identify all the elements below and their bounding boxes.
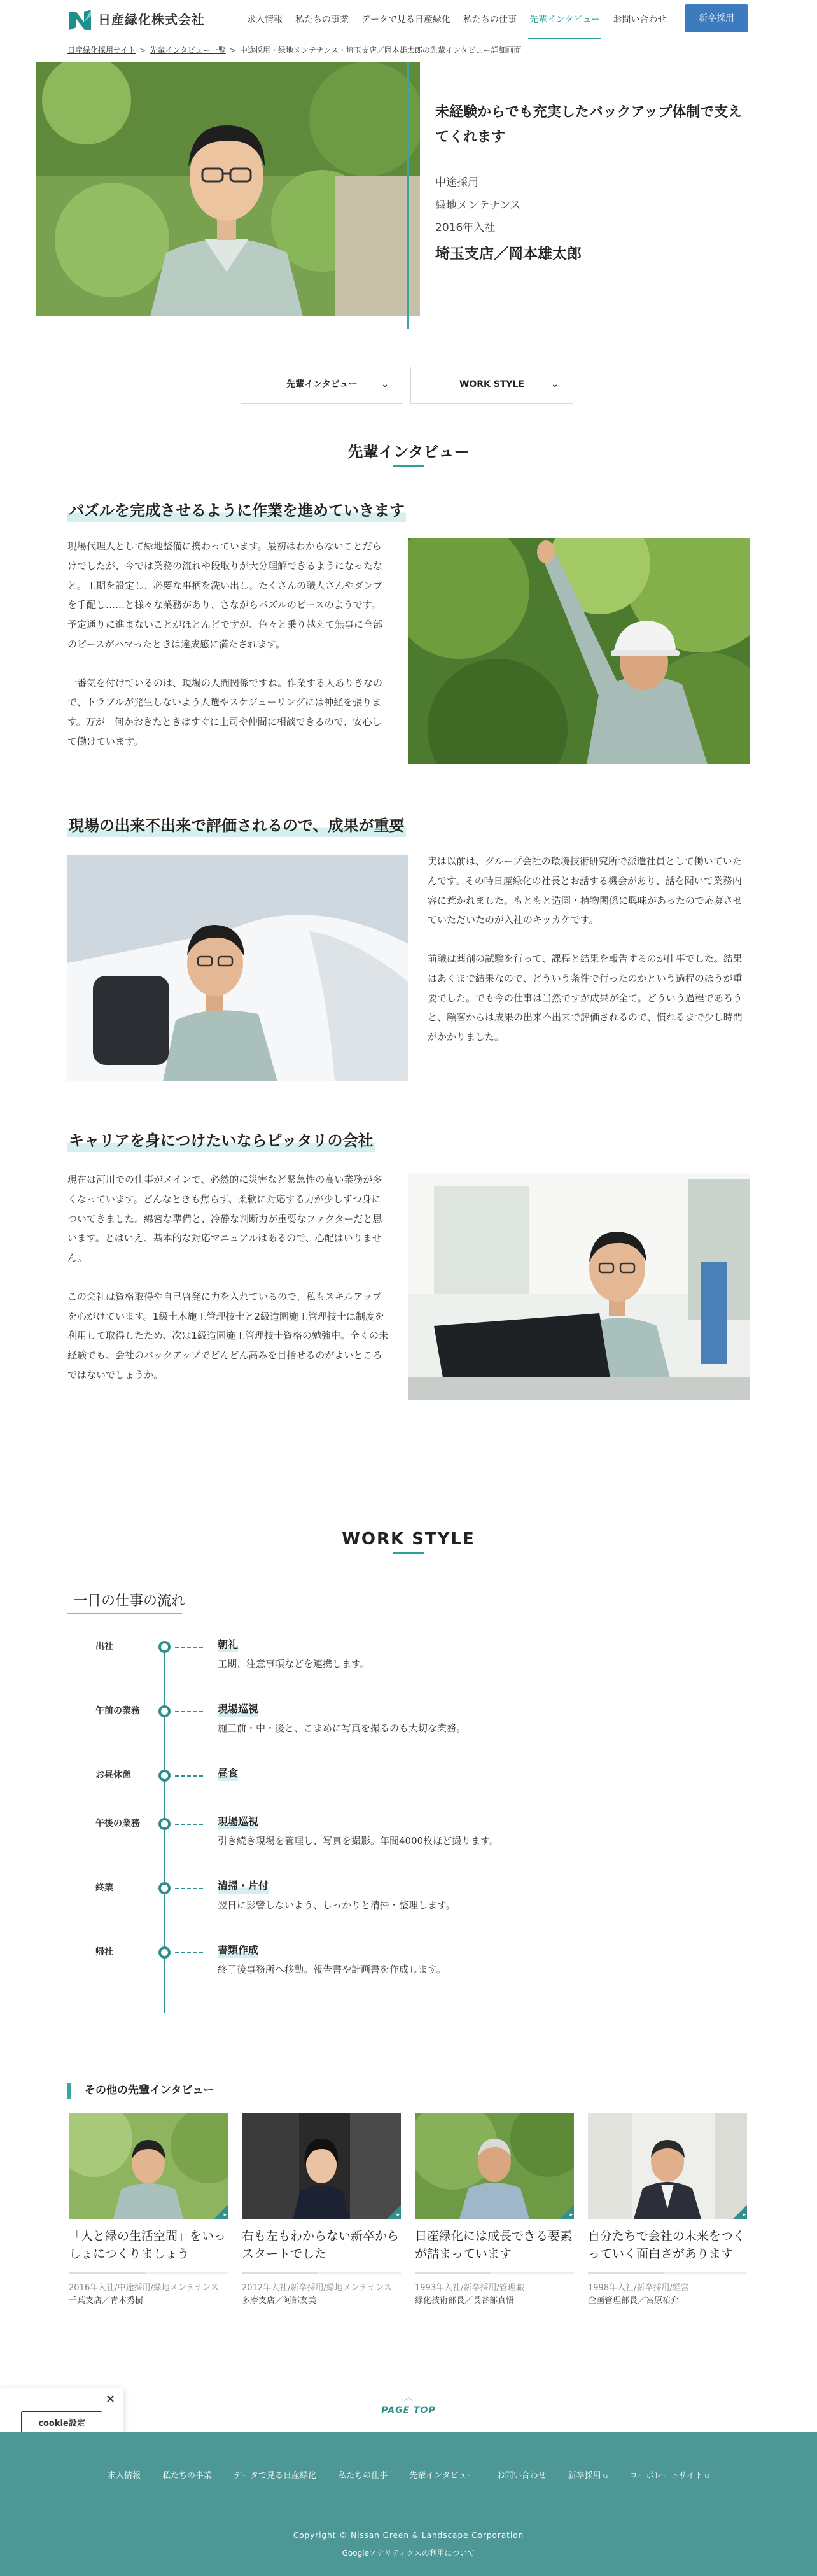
timeline-desc: 工期、注意事項などを連携します。 bbox=[218, 1658, 370, 1670]
workstyle-subtitle: 一日の仕事の流れ bbox=[73, 1593, 186, 1609]
timeline-title: 清掃・片付 bbox=[218, 1878, 269, 1894]
interview-heading-3: キャリアを身につけたいならピッタリの会社 bbox=[67, 1129, 375, 1152]
hero-catchphrase: 未経験からでも充実したバックアップ体制で支えてくれます bbox=[435, 104, 743, 145]
section-title-underline bbox=[393, 1552, 424, 1554]
interview-heading-1: パズルを完成させるように作業を進めていきます bbox=[67, 499, 406, 522]
footer-nav-business[interactable]: 私たちの事業 bbox=[162, 2471, 213, 2481]
card-meta: 1998年入社/新卒採用/経営 bbox=[588, 2283, 689, 2293]
interview-paragraph: 現在は河川での仕事がメインで、必然的に災害など緊急性の高い業務が多くなっています。どんなときも焦らず、柔軟に対応する力が少しずつ身についてきました。綿密な準備と、冷静な判断力が重要なファクターだと思います。とはいえ、基本的な対応マニュアルはあるので、心配はいりません。 bbox=[67, 1174, 382, 1263]
interview-text-2 bbox=[428, 852, 750, 1066]
interview-paragraph: 実は以前は、グループ会社の環境技術研究所で派遣社員として働いていたんです。その時日産緑化の社長とお話する機会があり、話を聞いて業務内容に惹かれました。もともと造園・植物関係に興味があったので応募させていただいたのが入社のキッカケです。 bbox=[428, 855, 743, 926]
timeline-desc: 施工前・中・後と、こまめに写真を撮るのも大切な業務。 bbox=[218, 1722, 466, 1734]
card-divider bbox=[588, 2272, 747, 2274]
site-header bbox=[0, 0, 817, 39]
breadcrumb-home[interactable]: 日産緑化採用サイト bbox=[67, 46, 136, 55]
footer-nav-new-graduate[interactable] bbox=[557, 2468, 618, 2484]
footer-nav-data[interactable]: データで見る日産緑化 bbox=[234, 2471, 317, 2481]
timeline-dot bbox=[158, 1770, 171, 1782]
interview-photo-pointing bbox=[408, 538, 750, 764]
hero-hiring-type: 中途採用 bbox=[435, 176, 478, 189]
timeline-desc: 引き続き現場を管理し、写真を撮影。年間4000枚ほど撮ります。 bbox=[218, 1835, 499, 1847]
hero-meta bbox=[435, 172, 521, 240]
timeline-dot bbox=[158, 1818, 171, 1830]
breadcrumb bbox=[67, 43, 521, 58]
card-catchphrase: 自分たちで会社の未来をつくっていく面白さがあります bbox=[588, 2229, 745, 2261]
hero-job-type: 緑地メンテナンス bbox=[435, 199, 521, 212]
timeline-time: 午後の業務 bbox=[95, 1819, 140, 1829]
interview-photo-car bbox=[67, 855, 408, 1081]
global-nav bbox=[241, 0, 673, 39]
nav-item-jobs[interactable]: 求人情報 bbox=[247, 15, 283, 25]
card-divider bbox=[415, 2272, 574, 2274]
timeline-dot bbox=[158, 1946, 171, 1959]
card-name: 多摩支店／阿部友美 bbox=[242, 2296, 317, 2306]
nav-item-contact[interactable]: お問い合わせ bbox=[613, 15, 667, 25]
footer-nav bbox=[0, 2468, 817, 2484]
card-name: 緑化技術部長／長谷部真悟 bbox=[415, 2296, 515, 2306]
chevron-up-icon: ︿ bbox=[404, 2393, 413, 2403]
timeline-connector bbox=[175, 1647, 203, 1648]
card-name: 企画管理部長／宮原祐介 bbox=[588, 2296, 680, 2306]
footer-nav-work[interactable]: 私たちの仕事 bbox=[338, 2471, 388, 2481]
footer-nav-corporate-label: コーポレートサイト bbox=[629, 2471, 703, 2481]
timeline-time: 終業 bbox=[95, 1883, 113, 1893]
footer-nav-jobs[interactable]: 求人情報 bbox=[108, 2471, 141, 2481]
arrow-right-icon: ▸ bbox=[569, 2212, 573, 2218]
timeline-title: 昼食 bbox=[218, 1766, 238, 1781]
breadcrumb-interview-list[interactable]: 先輩インタビュー一覧 bbox=[150, 46, 226, 55]
new-graduate-recruit-button[interactable]: 新卒採用 bbox=[685, 4, 748, 32]
timeline-connector bbox=[175, 1824, 203, 1825]
timeline-connector bbox=[175, 1952, 203, 1953]
timeline-desc: 翌日に影響しないよう、しっかりと清掃・整理します。 bbox=[218, 1899, 456, 1911]
hero-name: 埼玉支店／岡本雄太郎 bbox=[435, 246, 582, 262]
timeline-title: 現場巡視 bbox=[218, 1701, 258, 1717]
breadcrumb-separator: > bbox=[139, 46, 146, 55]
copyright: Copyright © Nissan Green & Landscape Corporation bbox=[293, 2531, 524, 2540]
card-photo bbox=[415, 2113, 574, 2219]
workstyle-section-title: WORK STYLE bbox=[342, 1530, 475, 1549]
timeline-connector bbox=[175, 1711, 203, 1712]
interview-card[interactable] bbox=[588, 2113, 747, 2307]
chevron-down-icon: ⌄ bbox=[381, 379, 389, 390]
timeline-time: お昼休憩 bbox=[95, 1770, 131, 1780]
workstyle-divider-accent bbox=[67, 1613, 182, 1614]
hero-portrait-photo bbox=[36, 62, 420, 316]
card-catchphrase: 右も左もわからない新卒からスタートでした bbox=[242, 2229, 400, 2261]
card-catchphrase: 「人と緑の生活空間」をいっしょにつくりましょう bbox=[69, 2229, 227, 2261]
card-catchphrase: 日産緑化には成長できる要素が詰まっています bbox=[415, 2229, 573, 2261]
timeline-connector bbox=[175, 1888, 203, 1889]
arrow-right-icon: ▸ bbox=[743, 2212, 746, 2218]
timeline-time: 出社 bbox=[95, 1642, 113, 1652]
card-meta: 2016年入社/中途採用/緑地メンテナンス bbox=[69, 2283, 219, 2293]
nav-item-interviews[interactable]: 先輩インタビュー bbox=[523, 0, 606, 39]
google-analytics-link[interactable]: Googleアナリティクスの利用について bbox=[342, 2549, 475, 2558]
timeline-connector bbox=[175, 1775, 203, 1777]
interview-text-1 bbox=[67, 537, 389, 771]
nav-item-business[interactable]: 私たちの事業 bbox=[295, 15, 349, 25]
timeline-time: 午前の業務 bbox=[95, 1706, 140, 1716]
section-title-underline bbox=[393, 465, 424, 467]
footer-nav-contact[interactable]: お問い合わせ bbox=[496, 2471, 547, 2481]
site-logo[interactable] bbox=[67, 8, 205, 32]
arrow-right-icon: ▸ bbox=[223, 2212, 227, 2218]
nav-item-work[interactable]: 私たちの仕事 bbox=[463, 15, 517, 25]
site-footer bbox=[0, 2432, 817, 2576]
card-divider bbox=[69, 2272, 228, 2274]
timeline-desc: 終了後事務所へ移動。報告書や計画書を作成します。 bbox=[218, 1964, 446, 1975]
external-link-icon: ⧉ bbox=[603, 2473, 608, 2480]
footer-nav-interviews[interactable]: 先輩インタビュー bbox=[409, 2471, 475, 2481]
tab-workstyle-dropdown[interactable] bbox=[410, 367, 573, 404]
interview-card[interactable] bbox=[415, 2113, 574, 2307]
interview-card[interactable] bbox=[69, 2113, 228, 2307]
timeline-dot bbox=[158, 1641, 171, 1653]
timeline-time: 帰社 bbox=[95, 1947, 113, 1957]
interview-paragraph: 現場代理人として緑地整備に携わっています。最初はわからないことだらけでしたが、今では業務の流れや段取りが大分理解できるようになったなと。工期を設定し、必要な事柄を洗い出し。たくさんの職人さんやダンプを手配し……と様々な業務があり、さながらパズルのピースのようです。予定通りに進まないことがほとんどですが、色々と乗り越えて無事に全部のピースがハマったときは達成感に満たされます。 bbox=[67, 540, 383, 650]
breadcrumb-current: 中途採用・緑地メンテナンス・埼玉支店／岡本雄太郎の先輩インタビュー詳細画面 bbox=[239, 46, 522, 55]
interview-heading-2: 現場の出来不出来で評価されるので、成果が重要 bbox=[67, 814, 406, 837]
logo-text: 日産緑化株式会社 bbox=[98, 12, 205, 27]
cookie-settings-button[interactable]: cookie設定 bbox=[21, 2411, 102, 2437]
interview-card[interactable] bbox=[242, 2113, 401, 2307]
close-icon[interactable]: × bbox=[106, 2392, 116, 2405]
page-top-link[interactable] bbox=[377, 2393, 440, 2419]
card-photo bbox=[588, 2113, 747, 2219]
card-photo bbox=[69, 2113, 228, 2219]
logo-mark-icon bbox=[67, 8, 93, 31]
chevron-down-icon: ⌄ bbox=[551, 379, 559, 390]
external-link-icon: ⧉ bbox=[704, 2473, 709, 2480]
tab-interview-dropdown[interactable] bbox=[241, 367, 403, 404]
tab-workstyle-label: WORK STYLE bbox=[459, 379, 525, 390]
timeline-title: 朝礼 bbox=[218, 1637, 238, 1652]
arrow-right-icon: ▸ bbox=[396, 2212, 400, 2218]
timeline-dot bbox=[158, 1705, 171, 1717]
timeline-dot bbox=[158, 1882, 171, 1894]
page-top-label: PAGE TOP bbox=[381, 2405, 436, 2416]
hero-accent-bar bbox=[407, 62, 409, 329]
hero-join-year: 2016年入社 bbox=[435, 222, 496, 235]
other-interviews-title: その他の先輩インタビュー bbox=[67, 2083, 214, 2099]
interview-section-title: 先輩インタビュー bbox=[347, 443, 470, 461]
tab-interview-label: 先輩インタビュー bbox=[286, 379, 358, 390]
interview-paragraph: この会社は資格取得や自己啓発に力を入れているので、私もスキルアップを心がけています。1級土木施工管理技士と2級造園施工管理技士は制度を利用して取得したため、次は1級造園施工管理技士資格の勉強中。全くの未経験でも、会社のバックアップでどんどん高みを目指せるのがよいところではないでしょうか。 bbox=[67, 1290, 388, 1381]
interview-paragraph: 前職は薬剤の試験を行って、課程と結果を報告するのが仕事でした。結果はあくまで結果なので、どういう条件で行ったのかという過程のほうが重要でした。でも今の仕事は当然ですが成果が全て。どういう過程であろうと、顧客からは成果の出来不出来で評価されるので、慣れるまで少し時間がかかりました。 bbox=[428, 953, 743, 1043]
footer-nav-new-graduate-label: 新卒採用 bbox=[568, 2471, 601, 2481]
card-name: 千葉支店／青木秀樹 bbox=[69, 2296, 144, 2306]
card-meta: 1993年入社/新卒採用/管理職 bbox=[415, 2283, 524, 2293]
timeline-title: 現場巡視 bbox=[218, 1814, 258, 1829]
card-photo bbox=[242, 2113, 401, 2219]
card-divider bbox=[242, 2272, 401, 2274]
interview-photo-desk bbox=[408, 1173, 750, 1400]
timeline-title: 書類作成 bbox=[218, 1943, 258, 1958]
nav-item-data[interactable]: データで見る日産緑化 bbox=[361, 15, 450, 25]
footer-nav-corporate[interactable] bbox=[618, 2468, 720, 2484]
card-meta: 2012年入社/新卒採用/緑地メンテナンス bbox=[242, 2283, 392, 2293]
interview-paragraph: 一番気を付けているのは、現場の人間関係ですね。作業する人ありきなので、トラブルが発生しないよう人選やスケジューリングには神経を張ります。万が一何かおきたときはすぐに上司や仲間に相談できるので、安心して働けています。 bbox=[67, 677, 383, 747]
breadcrumb-separator: > bbox=[229, 46, 236, 55]
interview-text-3 bbox=[67, 1170, 389, 1404]
